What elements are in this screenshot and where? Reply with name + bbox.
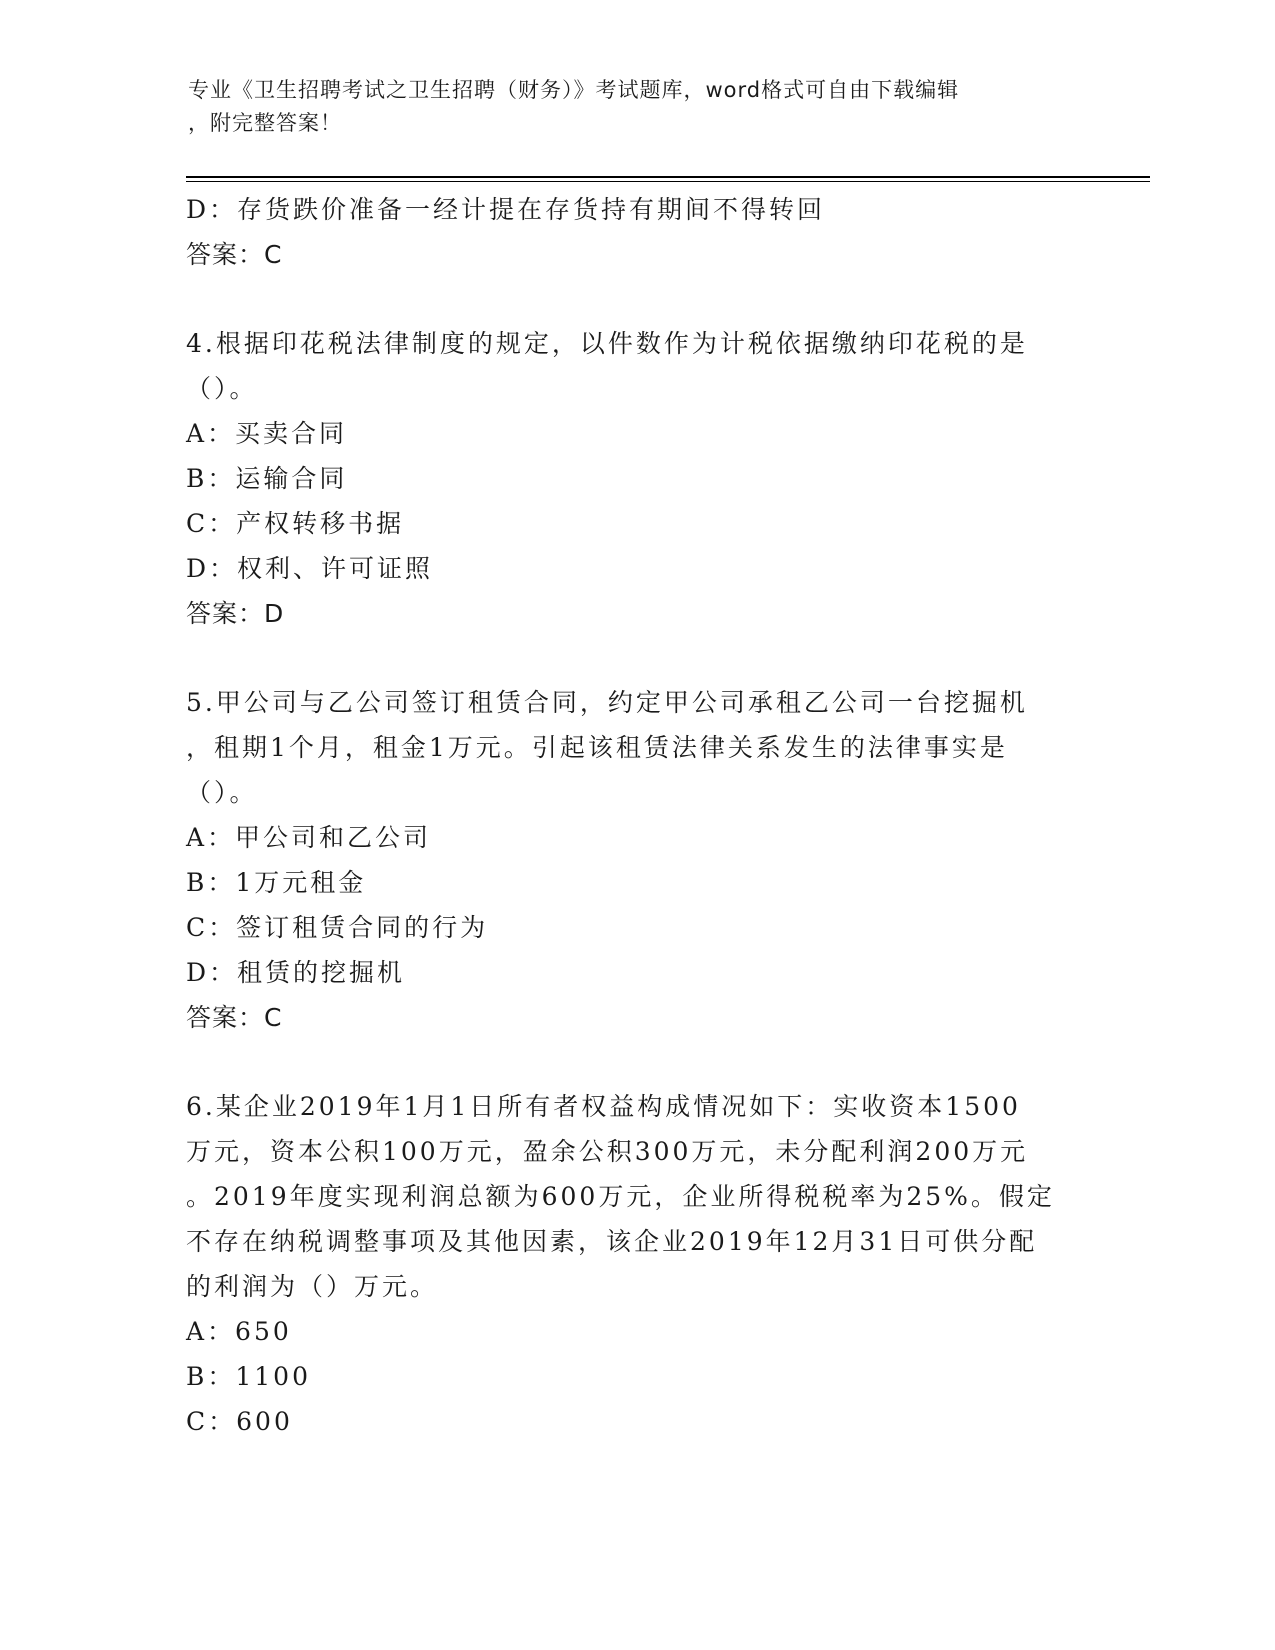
stem-line: 6.某企业2019年1月1日所有者权益构成情况如下：实收资本1500	[186, 1092, 1021, 1121]
option-d: D：存货跌价准备一经计提在存货持有期间不得转回	[186, 195, 826, 224]
answer-line: 答案：D	[186, 599, 285, 628]
option-c: C：600	[186, 1407, 293, 1436]
stem-line: 4.根据印花税法律制度的规定，以件数作为计税依据缴纳印花税的是	[186, 329, 1028, 358]
answer-line: 答案：C	[186, 1003, 283, 1032]
question-4	[186, 321, 1086, 636]
header-divider-thick	[186, 176, 1150, 178]
option-a: A：650	[186, 1317, 292, 1346]
stem-line: 。2019年度实现利润总额为600万元，企业所得税税率为25%。假定	[186, 1182, 1055, 1211]
question-stem	[186, 1084, 1086, 1309]
option-b: B：运输合同	[186, 464, 348, 493]
question-stem	[186, 321, 1086, 411]
question-6	[186, 1084, 1086, 1444]
stem-line: （）。	[186, 778, 258, 807]
stem-line: 的利润为（）万元。	[186, 1272, 439, 1301]
option-d: D：权利、许可证照	[186, 554, 434, 583]
question-stem	[186, 680, 1086, 815]
option-a: A：买卖合同	[186, 419, 348, 448]
option-a: A：甲公司和乙公司	[186, 823, 432, 852]
option-b: B：1万元租金	[186, 868, 367, 897]
stem-line: 万元，资本公积100万元，盈余公积300万元，未分配利润200万元	[186, 1137, 1029, 1166]
option-c: C：产权转移书据	[186, 509, 405, 538]
option-d: D：租赁的挖掘机	[186, 958, 406, 987]
stem-line: 5.甲公司与乙公司签订租赁合同，约定甲公司承租乙公司一台挖掘机	[186, 688, 1028, 717]
header-divider-thin	[186, 181, 1150, 182]
question-list	[186, 187, 1086, 1444]
header-line-2: ，附完整答案！	[188, 111, 342, 135]
stem-line: ，租期1个月，租金1万元。引起该租赁法律关系发生的法律事实是	[186, 733, 1008, 762]
question-3-tail	[186, 187, 1086, 277]
option-c: C：签订租赁合同的行为	[186, 913, 489, 942]
answer-line: 答案：C	[186, 240, 283, 269]
stem-line: 不存在纳税调整事项及其他因素，该企业2019年12月31日可供分配	[186, 1227, 1038, 1256]
header-line-1: 专业《卫生招聘考试之卫生招聘（财务）》考试题库，word格式可自由下载编辑	[188, 78, 960, 102]
question-5	[186, 680, 1086, 1040]
stem-line: （）。	[186, 374, 258, 403]
option-b: B：1100	[186, 1362, 311, 1391]
document-header	[188, 74, 1068, 140]
